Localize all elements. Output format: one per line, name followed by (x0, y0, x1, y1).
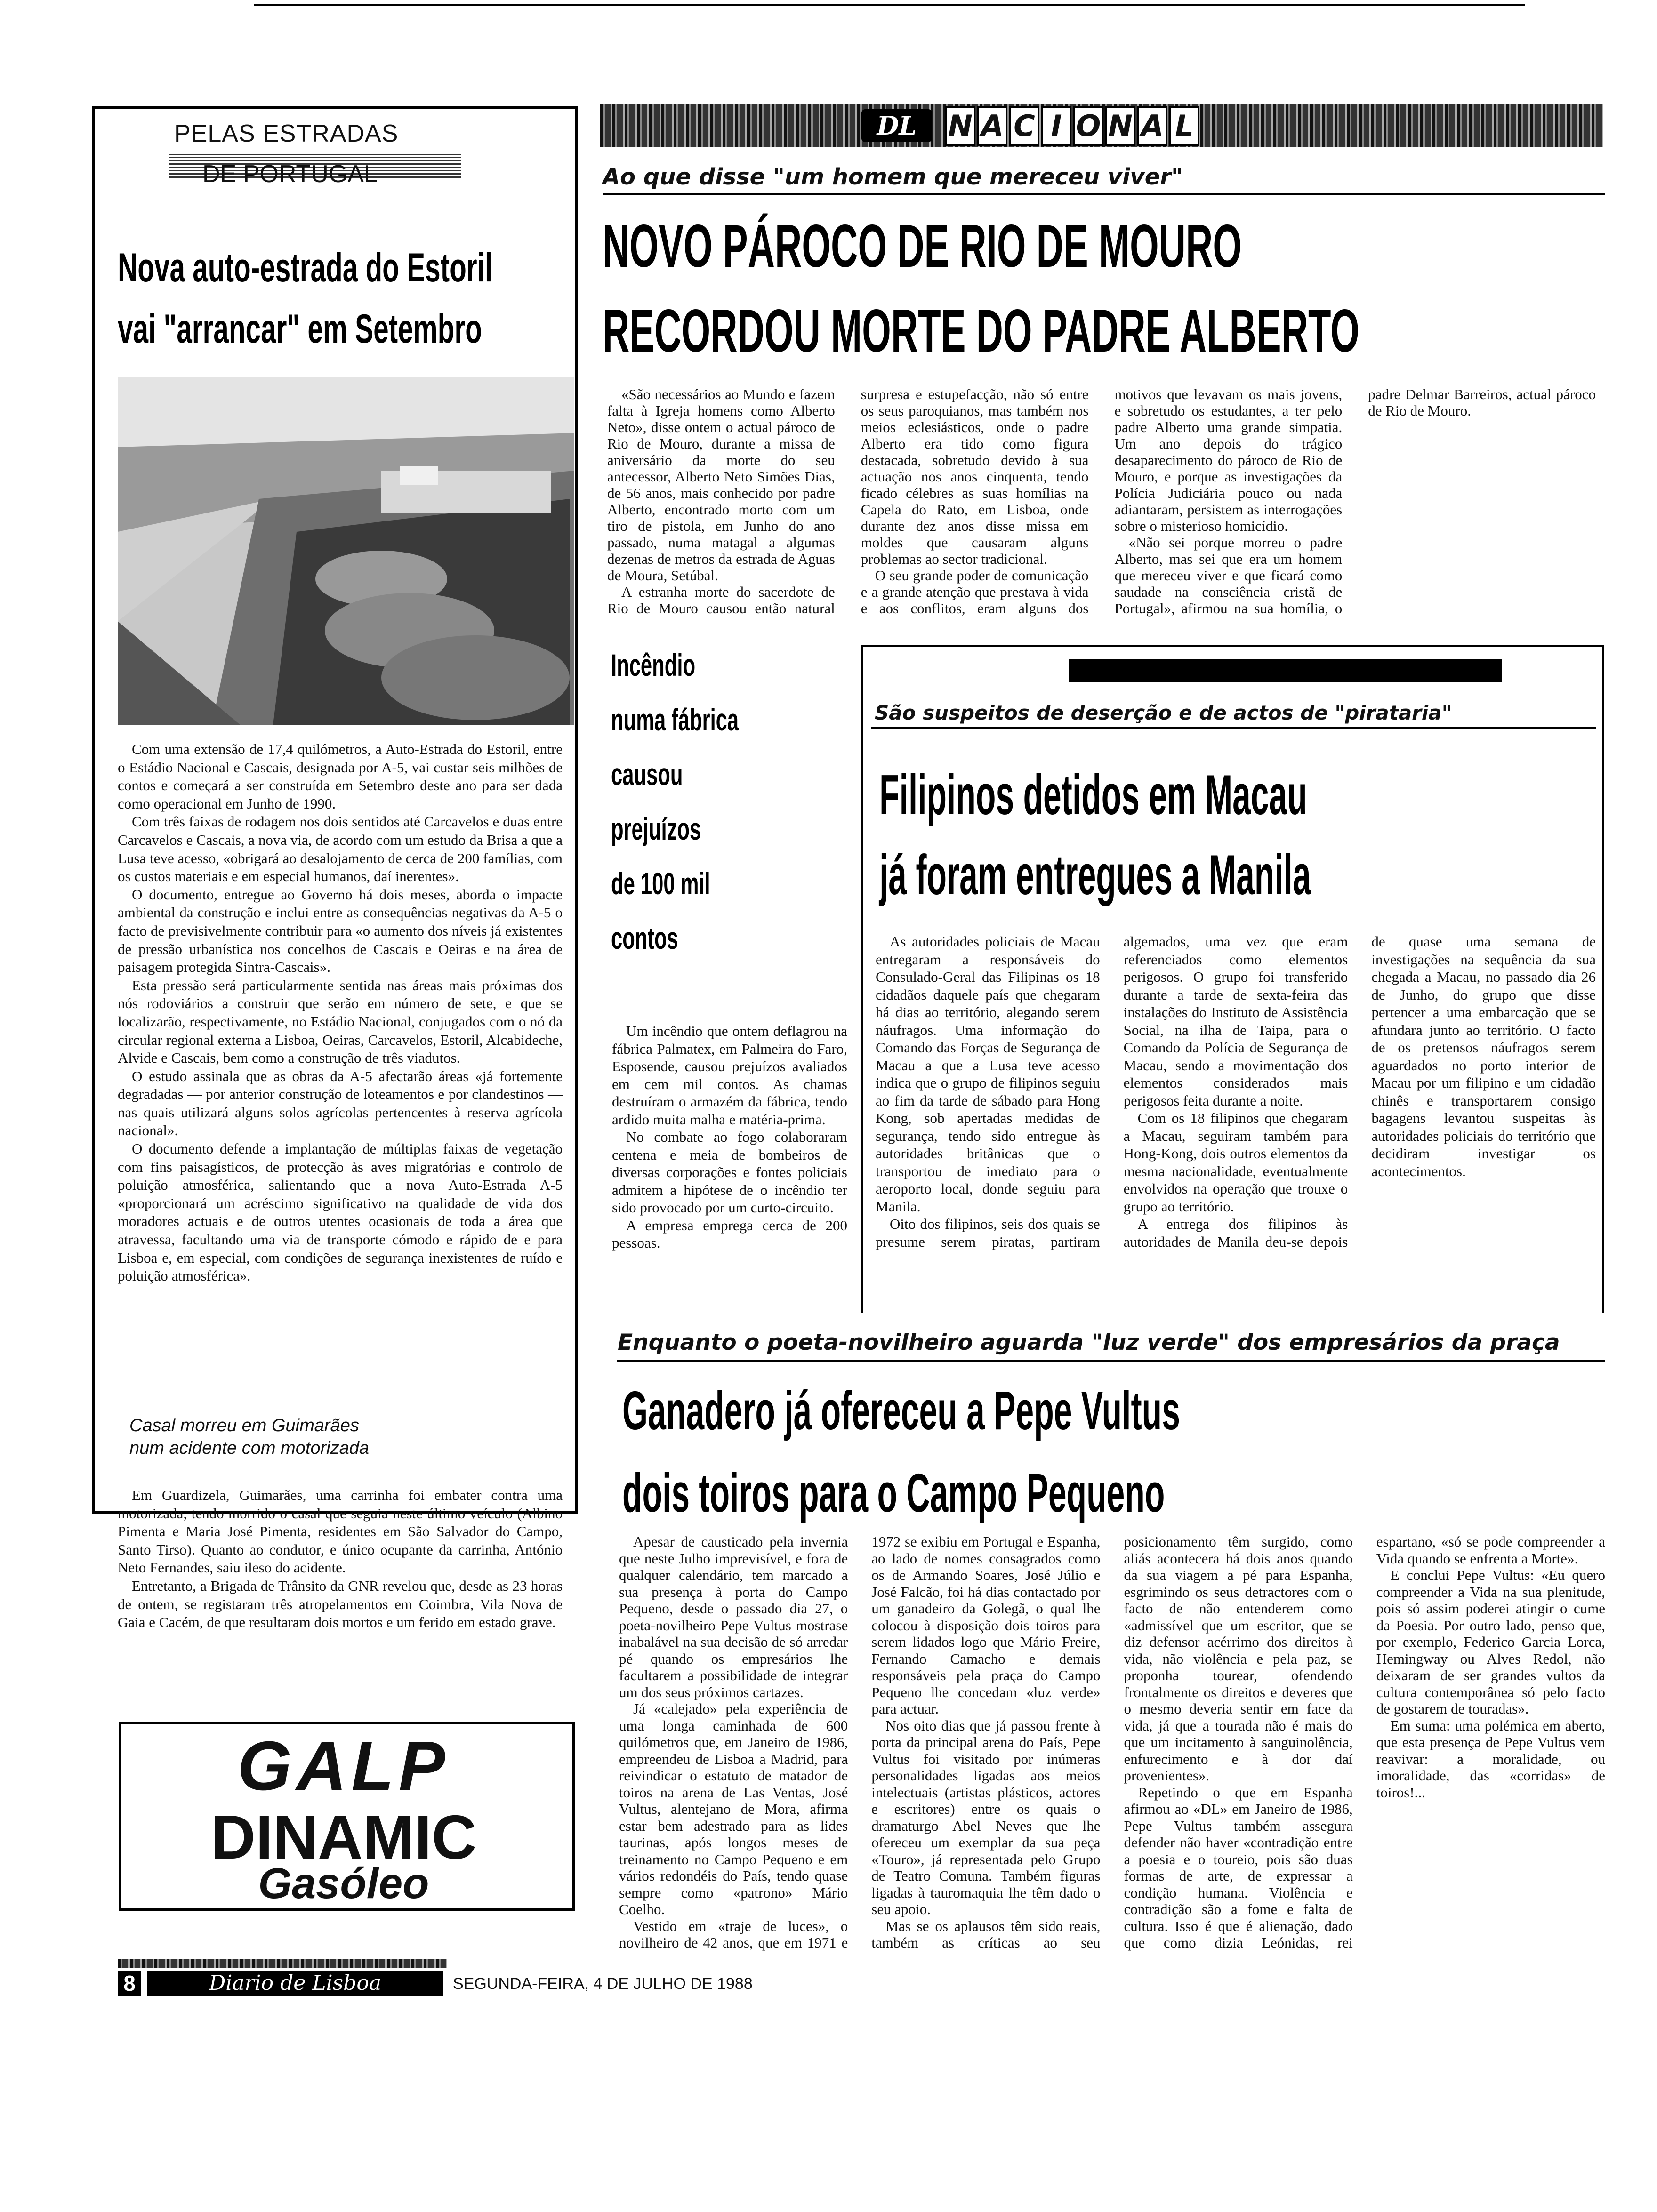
fire-headline-line: prejuízos (611, 811, 701, 846)
pepe-kicker-rule (617, 1360, 1605, 1362)
paragraph: Vestido em «traje de luces», o novilheiro de 42 anos, que em 1971 e 1972 se exibiu em Portugal e Espanha, ao lado de nomes consagrados como os de Armando Soares, José Júlio e José Falcão, foi há dias contactado por um ganadeiro da Golegã, o qual lhe colocou à disposição dois toiros para serem lidados logo que Mário Freire, Fernando Camacho e demais responsáveis pela praça do Campo Pequeno lhe concedam «luz verde» para actuar. (619, 1533, 1101, 1951)
section-logo-text: DL (877, 111, 917, 141)
paragraph: Repetindo o que em Espanha afirmou ao «DL» em Janeiro de 1986, Pepe Vultus também assegura defender não haver «contradição entre a poesia e o toureio, pois são duas formas de arte, de expressar a condição humana. Violência e contradição são a fome e falta de cultura. Isso é que é alienação, dado que como dizia Leónidas, rei espartano, «só se pode compreender a Vida quando se enfrenta a Morte». (1124, 1533, 1605, 1951)
paragraph: Já «calejado» pela experiência de uma longa caminhada de 600 quilómetros que, em Janeiro de 1986, empreendeu de Lisboa a Madrid, para reivindicar o estatuto de matador de toiros na arena de Las Ventas, José Vultus, alentejano de Mora, afirma estar bem adestrado para as lides taurinas, após longos meses de treinamento no Campo Pequeno e em vários redondéis do País, tendo quase sempre como «patrono» Mário Coelho. (619, 1700, 848, 1917)
paragraph: Em Guardizela, Guimarães, uma carrinha foi embater contra uma motorizada, tendo morrido o casal que seguia neste último veículo (Albino Pimenta e Maria José Pimenta, residentes em São Salvador do Campo, Santo Tirso). Quanto ao condutor, e único ocupante da carrinha, António Neto Fernandes, saiu ileso do acidente. (118, 1487, 563, 1576)
section-letter: C (1009, 106, 1039, 146)
macau-body (876, 933, 1596, 1267)
paragraph: O documento defende a implantação de múltiplas faixas de vegetação com fins paisagísticos, de protecção às aves migratórias e controlo de poluição atmosférica, salientando que a nova Auto-Estrada A-5 «proporcionará um acréscimo significativo na qualidade de vida dos moradores actuais e de outros utentes ocasionais de toda a área que atravessa, facultando uma via de transporte cómodo e rápido de e para Lisboa e, em especial, com condições de segurança inexistentes de ruído e poluição atmosférica». (118, 1140, 563, 1284)
fire-body (612, 1022, 847, 1252)
section-letter: N (945, 106, 975, 146)
paragraph: As autoridades policiais de Macau entregaram a responsáveis do Consulado-Geral das Filipinas os 18 cidadãos daquele país que chegaram há dias ao território, alegando serem náufragos. Uma informação do Comando das Forças de Segurança de Macau a que a Lusa teve acesso indica que o grupo de filipinos seguiu ao fim da tarde de sábado para Hong Kong, sob apertadas medidas de segurança, tendo sido entregue às autoridades britânicas que o transportou de imediato para o aeroporto local, donde seguiu para Manila. (876, 933, 1100, 1215)
pepe-headline-1: Ganadero já ofereceu a Pepe Vultus (622, 1380, 1180, 1441)
footer-paper-name: Diario de Lisboa (147, 1971, 443, 1996)
fire-headline-line: Incêndio (611, 648, 696, 682)
section-letter: L (1169, 106, 1199, 146)
sidebar-headline-1: Nova auto-estrada do Estoril (118, 245, 493, 290)
aerial-photo-image (118, 377, 574, 725)
paragraph: A estranha morte do sacerdote de Rio de Mouro causou então natural surpresa e estupefacção, não só entre os seus paroquianos, mas também nos meios eclesiásticos, onde o padre Alberto era tido como figura destacada, sobretudo devido à sua actuação nos anos cinquenta, tendo ficado célebres as suas homílias na Capela do Rato, em Lisboa, onde durante dez anos disse missa em moldes que causaram alguns problemas ao sector tradicional. (607, 386, 1089, 617)
section-letter: O (1073, 106, 1103, 146)
paragraph: No combate ao fogo colaboraram centena e meia de bombeiros de diversas corporações e fontes policiais admitem a hipótese de o incêndio ter sido provocado por um curto-circuito. (612, 1129, 847, 1216)
section-title (945, 106, 1201, 145)
paragraph: Em suma: uma polémica em aberto, que esta presença de Pepe Vultus vem reavivar: a moralidade, ou imoralidade, das «corridas» de toiros!... (1376, 1717, 1605, 1801)
paragraph: Um incêndio que ontem deflagrou na fábrica Palmatex, em Palmeira do Faro, Esposende, causou prejuízos avaliados em cem mil contos. As chamas destruíram o armazém da fábrica, tendo ardido muita malha e matéria-prima. (612, 1023, 847, 1128)
article1-kicker: Ao que disse "um homem que mereceu viver" (603, 164, 1183, 190)
fire-headline-line: numa fábrica (611, 702, 739, 737)
paragraph: Entretanto, a Brigada de Trânsito da GNR revelou que, desde as 23 horas de ontem, se registaram três atropelamentos em Coimbra, Vila Nova de Gaia e Cacém, de que resultaram dois mortos e um ferido em estado grave. (118, 1577, 563, 1631)
paragraph: Mas se os aplausos têm sido reais, também as críticas ao seu posicionamento têm surgido, como aliás acontecera há dois anos quando da sua viagem a pé para Espanha, esgrimindo os seus detractores com o facto de não entenderem como «admissível que um escritor, que se diz defensor acérrimo dos direitos à vida, não violência e pela paz, se proponha tourear, ofendendo frontalmente os direitos e deveres que o mesmo deveria sentir em face da vida, já que a tourada não é mais do que um incitamento à sanguinolência, enfurecimento e à dor daí provenientes». (871, 1533, 1353, 1951)
galp-logo: GALP (237, 1727, 450, 1805)
paragraph: Nos oito dias que já passou frente à porta da principal arena do País, Pepe Vultus foi visitado por inúmeras personalidades ligadas aos meios intelectuais (artistas plásticos, actores e escritores) entre os quais o dramaturgo Abel Neves que lhe ofereceu um exemplar da sua peça «Touro», já representada pelo Grupo de Teatro Comuna. Também figuras ligadas à tauromaquia lhe têm dado o seu apoio. (871, 1717, 1101, 1917)
dinamic-text: DINAMIC (210, 1803, 477, 1872)
section-letter: I (1041, 106, 1071, 146)
sidebar-headline-2: vai "arrancar" em Setembro (118, 306, 482, 352)
sidebar-body (118, 740, 563, 1285)
aerial-photo (118, 377, 574, 725)
paragraph: Com os 18 filipinos que chegaram a Macau, seguiram também para Hong-Kong, dois outros elementos da mesma nacionalidade, eventualmente envolvidos na operação que trouxe o grupo ao território. (1123, 1110, 1348, 1215)
macau-box-right (1602, 645, 1604, 1313)
footer-page-number: 8 (118, 1971, 141, 1996)
macau-box-left (861, 645, 863, 1313)
paragraph: A entrega dos filipinos às autoridades de Manila deu-se depois de quase uma semana de investigações na sequência da sua chegada a Macau, no passado dia 26 de Junho, do grupo que disse pertencer a uma embarcação que se afundara junto ao território. O facto de os pretensos náufragos serem aguardados no porto interior de Macau por um filipino e um cidadão chinês e transportarem consigo bagagens levantou suspeitas às autoridades policiais do território que decidiram investigar os acontecimentos. (1123, 933, 1596, 1250)
article1-kicker-rule (603, 193, 1605, 195)
sub-headline-2: num acidente com motorizada (129, 1438, 370, 1458)
article1-headline-1: NOVO PÁROCO DE RIO DE MOURO (603, 213, 1242, 280)
redaction-bar (1069, 659, 1502, 682)
logo-line2: DE PORTUGAL (202, 160, 378, 188)
section-letter: N (1105, 106, 1135, 146)
gasoleo-text: Gasóleo (258, 1859, 429, 1907)
sidebar-logo (155, 117, 504, 211)
logo-line1: PELAS ESTRADAS (174, 120, 399, 147)
paragraph: E conclui Pepe Vultus: «Eu quero compreender a Vida na sua plenitude, pois só assim poderei atingir o cume da Poesia. Por outro lado, penso que, por exemplo, Federico Garcia Lorca, Hemingway ou Alves Redol, não deixaram de ser grandes vultos da cultura contemporânea só pelo facto de gostarem de touradas». (1376, 1567, 1605, 1717)
paragraph: Com três faixas de rodagem nos dois sentidos até Carcavelos e duas entre Carcavelos e Cascais, a nova via, de acordo com um estudo da Brisa a que a Lusa teve acesso, «obrigará ao desalojamento de cerca de 200 famílias, com os custos materiais e em especial humanos, daí inerentes». (118, 813, 563, 885)
fire-headline (611, 638, 804, 965)
pepe-kicker: Enquanto o poeta-novilheiro aguarda "luz verde" dos empresários da praça (618, 1330, 1560, 1355)
macau-headline-2: já foram entregues a Manila (879, 843, 1311, 906)
paragraph: O documento, entregue ao Governo há dois meses, aborda o impacte ambiental da construção e inclui entre as consequências negativas da A-5 o facto de previsivelmente contribuir para «o aumento dos níveis já existentes de pressão urbanística nos concelhos de Cascais e Oeiras e na área de paisagem protegida Sintra-Cascais». (118, 886, 563, 976)
article1-body (607, 386, 1596, 617)
macau-headline-1: Filipinos detidos em Macau (879, 763, 1307, 826)
pepe-headline-2: dois toiros para o Campo Pequeno (622, 1462, 1165, 1523)
sub-headline-1: Casal morreu em Guimarães (129, 1416, 359, 1435)
fire-headline-line: contos (611, 921, 678, 955)
fire-headline-line: causou (611, 757, 683, 792)
paragraph: «São necessários ao Mundo e fazem falta à Igreja homens como Alberto Neto», disse ontem o actual pároco de Rio de Mouro, durante a missa de aniversário da morte do seu antecessor, Alberto Neto Simões Dias, de 56 anos, mais conhecido por padre Alberto, encontrado morto com um tiro de pistola, em Junho do ano passado, numa matagal a algumas dezenas de metros da estrada de Aguas de Moura, Setúbal. (607, 386, 835, 584)
section-letter: A (977, 106, 1007, 146)
paragraph: Oito dos filipinos, seis dos quais se presume serem piratas, partiram algemados, uma vez que eram referenciados como elementos perigosos. O grupo foi transferido durante a tarde de sexta-feira das instalações do Instituto de Assistência Social, na ilha de Taipa, para o Comando da Polícia de Segurança de Macau, sendo a movimentação dos elementos considerados mais perigosos feita durante a noite. (876, 933, 1348, 1250)
paragraph: «Não sei porque morreu o padre Alberto, mas sei que era um homem que mereceu viver e que ficará como saudade na consciência cristã de Portugal», afirmou na sua homília, o padre Delmar Barreiros, actual pároco de Rio de Mouro. (1114, 386, 1596, 617)
article1-headline-2: RECORDOU MORTE DO PADRE ALBERTO (603, 297, 1359, 365)
macau-kicker: São suspeitos de deserção e de actos de "pirataria" (875, 701, 1452, 724)
top-rule (254, 4, 1525, 6)
macau-kicker-rule (871, 727, 1596, 729)
macau-box-top (861, 645, 1604, 647)
sub-body (118, 1486, 563, 1632)
paragraph: A empresa emprega cerca de 200 pessoas. (612, 1217, 847, 1251)
paragraph: O seu grande poder de comunicação e a grande atenção que prestava à vida e aos conflitos, eram alguns dos motivos que levavam os mais jovens, e sobretudo os estudantes, a ter pelo padre Alberto uma grande simpatia. Um ano depois do trágico desaparecimento do pároco de Rio de Mouro, e porque as investigações da Polícia Judiciária pouco ou nada adiantaram, persistem as interrogações sobre o misterioso homicídio. (861, 386, 1343, 617)
pepe-body (619, 1533, 1605, 1966)
paragraph: O estudo assinala que as obras da A-5 afectarão áreas «já fortemente degradadas — por anterior construção de loteamentos e por clandestinos — nas quais utilizará alguns solos agrícolas pertencentes à reserva agrícola nacional». (118, 1067, 563, 1139)
section-letter: A (1137, 106, 1167, 146)
footer-date: SEGUNDA-FEIRA, 4 DE JULHO DE 1988 (453, 1975, 753, 1993)
fire-headline-line: de 100 mil (611, 866, 710, 901)
footer-strip (118, 1959, 447, 1968)
paragraph: Com uma extensão de 17,4 quilómetros, a Auto-Estrada do Estoril, entre o Estádio Nacional e Cascais, designada por A-5, vai custar seis milhões de contos e começará a ser construída em Setembro deste ano para ser dada como operacional em Junho de 1990. (118, 741, 563, 812)
paragraph: Apesar de causticado pela invernia que neste Julho imprevisível, e fora de qualquer calendário, tem marcado a sua presença à porta do Campo Pequeno, desde o passado dia 27, o poeta-novilheiro Pepe Vultus mostrase inabalável na sua decisão de só arredar pé quando os empresários lhe facultarem a possibilidade de integrar um dos seus próximos cartazes. (619, 1533, 848, 1700)
paragraph: Esta pressão será particularmente sentida nas áreas mais próximas dos nós rodoviários a construir que serão em número de sete, e que se localizarão, respectivamente, no Estádio Nacional, conjugados com o nó da circular regional externa a Lisboa, Oeiras, Carcavelos, Estoril, Alcabideche, Alvide e Cascais, bem como a construção de três viadutos. (118, 977, 563, 1066)
